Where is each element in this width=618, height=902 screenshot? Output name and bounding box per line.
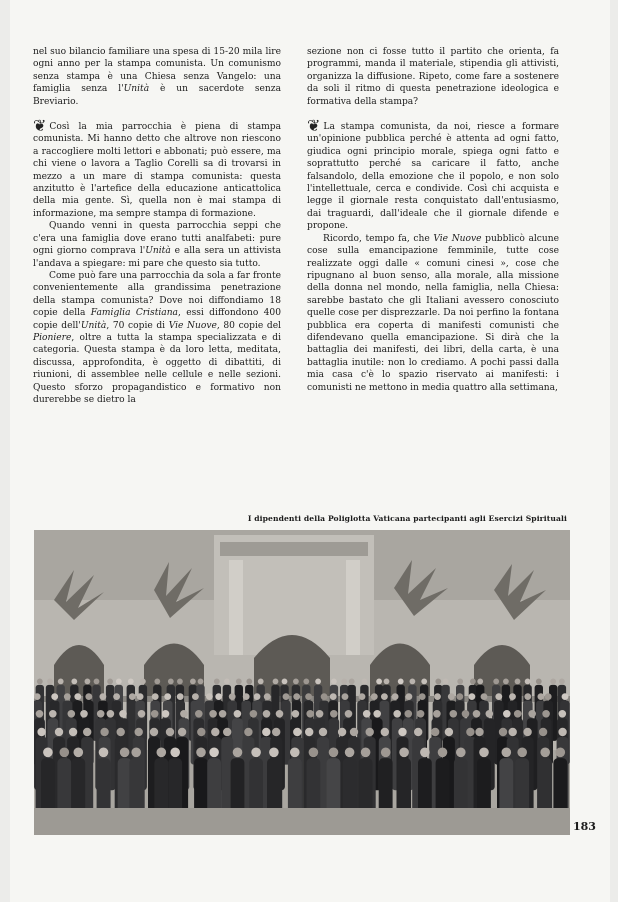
fleuron-ornament-icon: ❦: [33, 116, 47, 136]
magazine-page: [10, 0, 610, 902]
paragraph: ❦ La stampa comunista, da noi, riesce a formare un'opinione pubblica perché è attenta ad ogni fatto, giudica ogni principio morale, spiega ogni fatto e soprattutto perché sa caricare il fatto, anche falsandolo, della emozione che il popolo, e non solo l'intellettuale, cerca e condivide. Così chi acquista e legge il giornale resta conquistato dall'entusiasmo, dai traguardi, dall'ideale che il giornale difende e propone.: [307, 116, 559, 232]
paragraph: sezione non ci fosse tutto il partito che orienta, fa programmi, manda il materiale, stipendia gli attivisti, organizza la diffusione. Ripeto, come fare a sostenere da soli il ritmo di questa penetrazione ideologica e formativa della stampa?: [307, 47, 559, 107]
group-photo: [34, 530, 570, 835]
paragraph: nel suo bilancio familiare una spesa di 15-20 mila lire ogni anno per la stampa comunista. Un comunismo senza stampa è una Chiesa senza Vangelo: una famiglia senza l'Unità è un sacerdote senza Breviario.: [33, 47, 281, 107]
paragraph: Ricordo, tempo fa, che Vie Nuove pubblicò alcune cose sulla emancipazione femminile, tutte cose realizzate oggi dalle « comuni cinesi », cose che ripugnano al buon senso, alla morale, alla missione della donna nel mondo, nella famiglia, nella Chiesa: sarebbe bastato che gli Italiani avessero conosciuto quelle cose per disprezzarle. Da noi perfino la fontana pubblica era coperta di manifesti comunisti che difendevano quella emancipazione. Si dirà che la battaglia dei manifesti, dei libri, della carta, è una battaglia inutile: non lo crediamo. A pochi passi dalla mia casa c'è lo spazio riservato ai manifesti: i comunisti ne mettono in media quattro alla settimana,: [307, 233, 559, 393]
right-text-column: [307, 46, 559, 394]
photo-caption: I dipendenti della Poliglotta Vaticana partecipanti agli Esercizi Spirituali: [247, 514, 567, 523]
fleuron-ornament-icon: ❦: [307, 116, 321, 136]
left-text-column: [33, 46, 281, 406]
group-photo-illustration: [34, 530, 570, 835]
paragraph: ❦ Così la mia parrocchia è piena di stampa comunista. Mi hanno detto che altrove non riescono a raccogliere molti lettori e abbonati; può essere, ma chi viene o lavora a Taglio Corelli sa di trovarsi in mezzo a un mare di stampa comunista: questa anzitutto è l'artefice della educazione anticattolica della mia gente. Sì, quella non è mai stampa di informazione, ma sempre stampa di formazione.: [33, 116, 281, 219]
page-number: 183: [573, 820, 596, 833]
paragraph: Come può fare una parrocchia da sola a far fronte convenientemente alla grandissima penetrazione della stampa comunista? Dove noi diffondiamo 18 copie della Famiglia Cristiana, essi diffondono 400 copie dell'Unità, 70 copie di Vie Nuove, 80 copie del Pioniere, oltre a tutta la stampa specializzata e di categoria. Questa stampa è da loro letta, meditata, discussa, approfondita, è oggetto di dibattiti, di riunioni, di assemblee nelle cellule e nelle sezioni. Questo sforzo propagandistico e formativo non durerebbe se dietro la: [33, 270, 281, 405]
paragraph: Quando venni in questa parrocchia seppi che c'era una famiglia dove erano tutti analfabeti: pure ogni giorno comprava l'Unità e alla sera un attivista l'andava a spiegare: mi pare che questo sia tutto.: [33, 221, 282, 269]
